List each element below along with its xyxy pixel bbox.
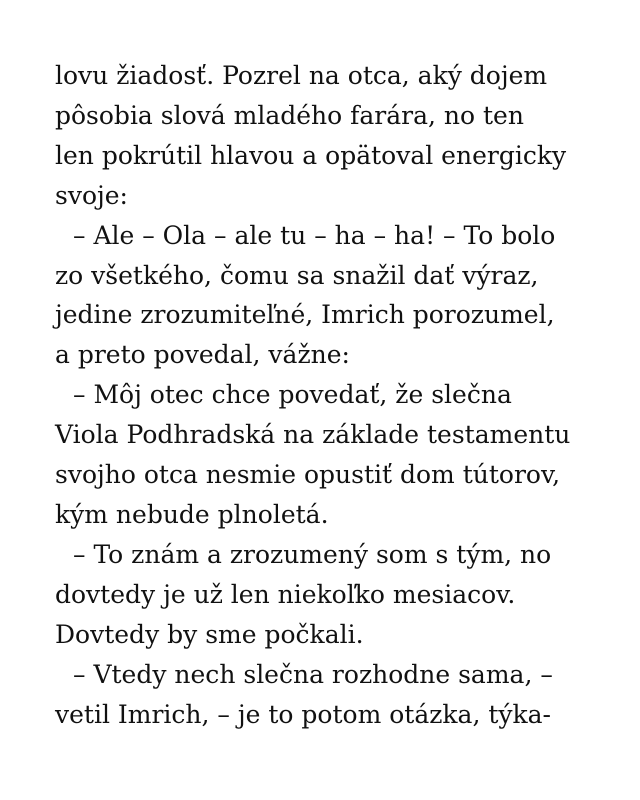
text-line: – Ale – Ola – ale tu – ha – ha! – To bolo bbox=[73, 220, 556, 250]
text-line: len pokrútil hlavou a opätoval energicky bbox=[55, 140, 567, 170]
text-line: – To znám a zrozumený som s tým, no bbox=[73, 539, 552, 569]
text-line: dovtedy je už len niekoľko mesiacov. bbox=[55, 579, 516, 609]
text-line: lovu žiadosť. Pozrel na otca, aký dojem bbox=[55, 61, 548, 90]
text-line: svoje: bbox=[55, 180, 128, 210]
text-line: – Môj otec chce povedať, že slečna bbox=[73, 380, 512, 410]
text-line: pôsobia slová mladého farára, no ten bbox=[55, 100, 524, 130]
text-line: zo všetkého, čomu sa snažil dať výraz, bbox=[55, 260, 539, 290]
text-line: kým nebude plnoletá. bbox=[55, 499, 329, 529]
text-line: – Vtedy nech slečna rozhodne sama, – bbox=[73, 659, 553, 689]
text-line: vetil Imrich, – je to potom otázka, týka- bbox=[55, 699, 552, 729]
text-line: Viola Podhradská na základe testamentu bbox=[55, 420, 571, 450]
text-line: jedine zrozumiteľné, Imrich porozumel, bbox=[55, 300, 555, 330]
text-line: a preto povedal, vážne: bbox=[55, 340, 350, 370]
text-line: svojho otca nesmie opustiť dom tútorov, bbox=[55, 460, 561, 490]
text-line: Dovtedy by sme počkali. bbox=[55, 619, 364, 649]
